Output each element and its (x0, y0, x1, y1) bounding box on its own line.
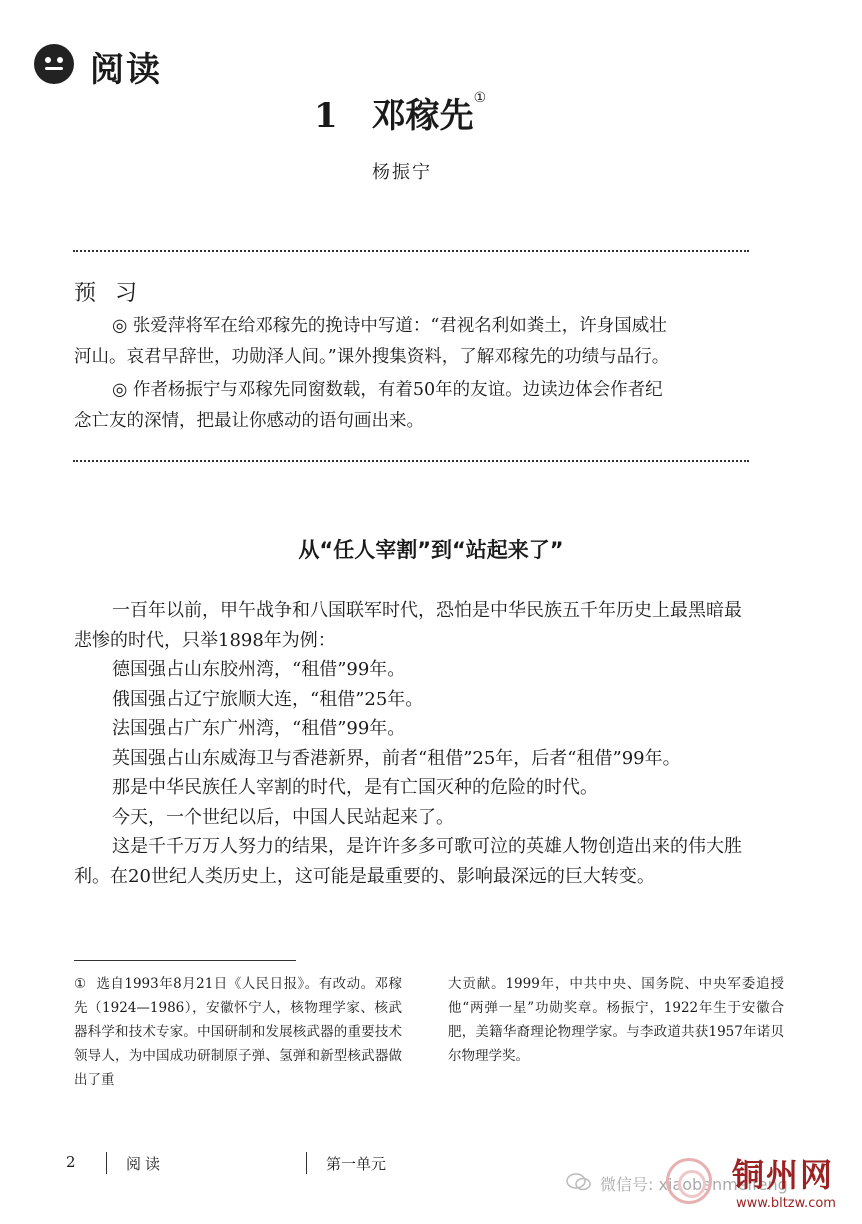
paragraph: 俄国强占辽宁旅顺大连，“租借”25年。 (112, 688, 424, 710)
lesson-title-text: 邓稼先 (371, 96, 474, 136)
footer-separator (306, 1152, 307, 1174)
watermark-logo: 铜州网 (732, 1156, 835, 1194)
paragraph: 这是千千万万人努力的结果，是许许多多可歌可泣的英雄人物创造出来的伟大胜利。在20世纪人类历史上，这可能是最重要的、影响最深远的巨大转变。 (74, 836, 742, 887)
divider-top (73, 250, 749, 252)
footnote-mark: ① (74, 976, 87, 992)
wechat-icon (566, 1172, 592, 1192)
watermark-url: www.bltzw.com (736, 1196, 836, 1211)
paragraph: 英国强占山东威海卫与香港新界，前者“租借”25年，后者“租借”99年。 (112, 747, 681, 769)
preview-item (74, 311, 752, 373)
section-label: 阅读 (90, 50, 162, 90)
paragraph: 法国强占广东广州湾，“租借”99年。 (112, 718, 406, 739)
preview-item-line: ◎ 作者杨振宁与邓稼先同窗数载，有着50年的友谊。边读边体会作者纪 (112, 380, 663, 400)
preview-item-line: 念亡友的深情，把最让你感动的语句画出来。 (74, 411, 424, 431)
footer-unit: 第一单元 (326, 1155, 387, 1173)
paragraph: 一百年以前，甲午战争和八国联军时代，恐怕是中华民族五千年历史上最黑暗最悲惨的时代，只举1898年为例： (74, 600, 742, 651)
preview-title: 预 习 (74, 281, 143, 306)
watermark-seal-icon (666, 1158, 712, 1204)
author-name: 杨振宁 (372, 162, 432, 183)
footnote-left-column (74, 972, 402, 1092)
watermark-wechat: 微信号: xiaobanmeifeng (600, 1175, 788, 1194)
footnote-text-left: 选自1993年8月21日《人民日报》。有改动。邓稼先（1924—1986），安徽怀宁人，核物理学家、核武器科学和技术专家。中国研制和发展核武器的重要技术领导人，为中国成功研制原子弹、氢弹和新型核武器做出了重 (74, 976, 402, 1088)
paragraph: 今天，一个世纪以后，中国人民站起来了。 (112, 806, 454, 828)
divider-bottom (73, 460, 749, 462)
article-body (74, 596, 752, 891)
footer-separator (106, 1152, 107, 1174)
footnote-text-right: 大贡献。1999年，中共中央、国务院、中央军委追授他“两弹一星”功勋奖章。杨振宁，1922年生于安徽合肥，美籍华裔理论物理学家。与李政道共获1957年诺贝尔物理学奖。 (448, 976, 784, 1064)
lesson-title (314, 88, 486, 137)
paragraph: 那是中华民族任人宰割的时代，是有亡国灭种的危险的时代。 (112, 777, 598, 798)
preview-item-line: ◎ 张爱萍将军在给邓稼先的挽诗中写道：“君视名利如粪土，许身国威壮 (112, 316, 667, 336)
footnote-ref: ① (473, 90, 487, 106)
footnote-rule (74, 960, 296, 961)
section-subheading: 从“任人宰割”到“站起来了” (298, 538, 564, 562)
preview-item-line: 河山。哀君早辞世，功勋泽人间。”课外搜集资料，了解邓稼先的功绩与品行。 (74, 347, 670, 367)
lesson-number: 1 (314, 96, 338, 136)
page-number: 2 (66, 1153, 76, 1171)
reading-section-icon (34, 44, 74, 84)
footer-section: 阅读 (126, 1155, 165, 1173)
paragraph: 德国强占山东胶州湾，“租借”99年。 (112, 659, 406, 680)
preview-item (74, 375, 752, 437)
